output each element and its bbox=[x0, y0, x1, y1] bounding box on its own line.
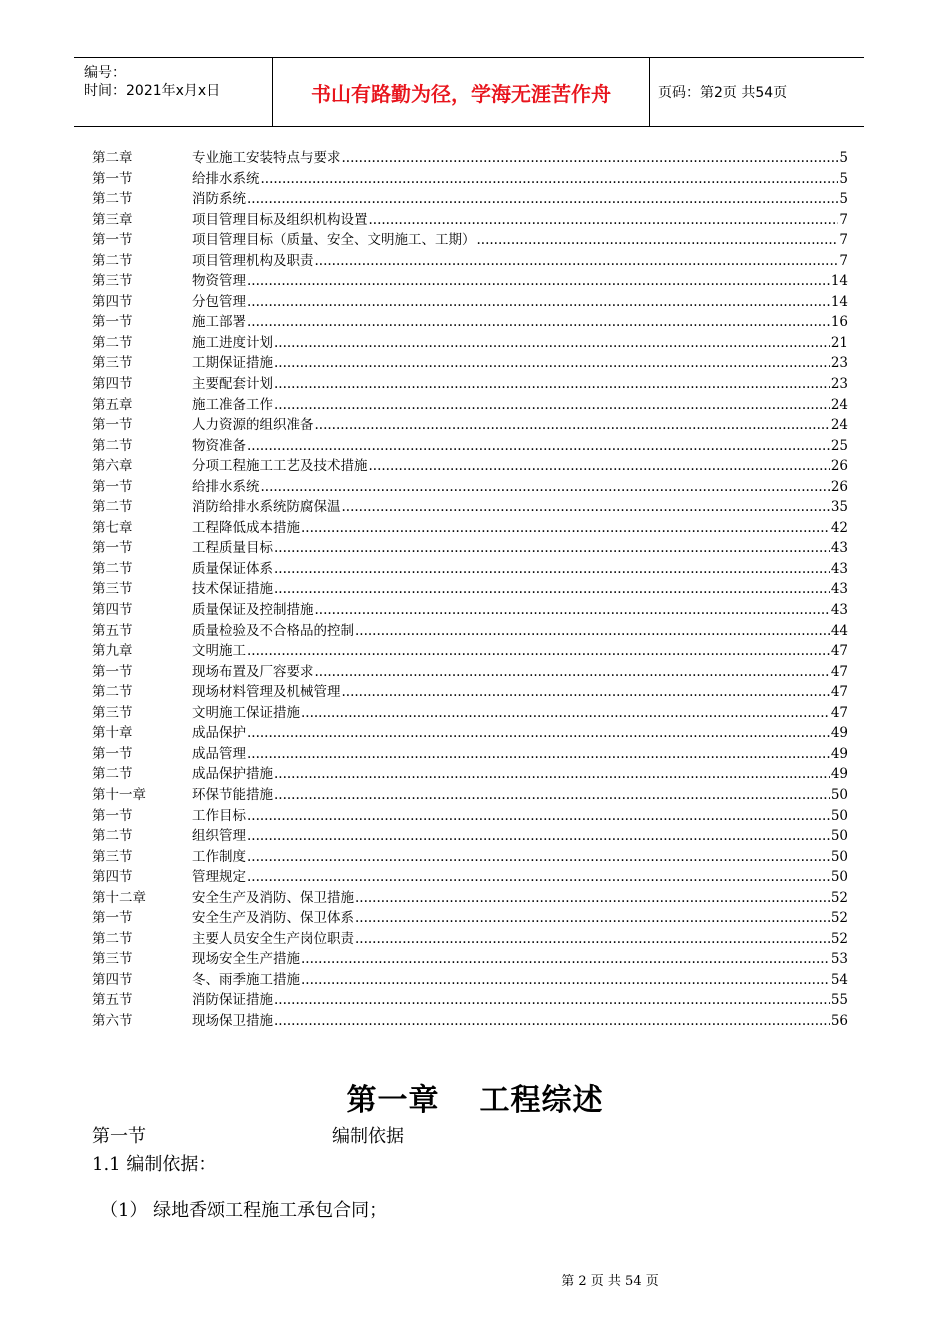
toc-leader-dots bbox=[301, 703, 830, 723]
toc-entry-title: 冬、雨季施工措施 bbox=[192, 971, 300, 988]
toc-leader-dots bbox=[261, 169, 839, 189]
toc-entry-page: 44 bbox=[830, 622, 848, 639]
toc-entry[interactable] bbox=[92, 271, 848, 292]
toc-entry[interactable] bbox=[92, 785, 848, 806]
toc-entry-title: 现场保卫措施 bbox=[192, 1012, 273, 1029]
toc-entry[interactable] bbox=[92, 333, 848, 354]
toc-entry[interactable] bbox=[92, 148, 848, 169]
toc-entry-number: 第十章 bbox=[92, 725, 133, 742]
toc-entry-page: 54 bbox=[830, 971, 848, 988]
page-header bbox=[74, 57, 864, 127]
toc-entry-title: 环保节能措施 bbox=[192, 786, 273, 803]
toc-entry-title: 人力资源的组织准备 bbox=[192, 417, 314, 434]
toc-entry[interactable] bbox=[92, 210, 848, 231]
toc-entry-page: 50 bbox=[830, 848, 848, 865]
toc-entry[interactable] bbox=[92, 970, 848, 991]
toc-entry-number: 第二节 bbox=[92, 930, 133, 947]
toc-entry-title: 成品保护措施 bbox=[192, 766, 273, 783]
toc-entry-number: 第四节 bbox=[92, 869, 133, 886]
toc-leader-dots bbox=[315, 251, 839, 271]
toc-entry-title: 工作目标 bbox=[192, 807, 246, 824]
toc-entry-page: 26 bbox=[830, 478, 848, 495]
toc-leader-dots bbox=[355, 621, 830, 641]
toc-entry-title: 消防系统 bbox=[192, 191, 246, 208]
toc-leader-dots bbox=[247, 312, 830, 332]
toc-entry-number: 第二节 bbox=[92, 499, 133, 516]
toc-entry[interactable] bbox=[92, 579, 848, 600]
toc-leader-dots bbox=[247, 867, 830, 887]
toc-entry-title: 主要人员安全生产岗位职责 bbox=[192, 930, 354, 947]
header-motto: 书山有路勤为径，学海无涯苦作舟 bbox=[272, 58, 650, 126]
toc-leader-dots bbox=[247, 189, 838, 209]
toc-entry[interactable] bbox=[92, 641, 848, 662]
toc-entry-page: 47 bbox=[830, 643, 848, 660]
toc-entry-page: 43 bbox=[830, 560, 848, 577]
toc-entry[interactable] bbox=[92, 867, 848, 888]
toc-entry-page: 42 bbox=[830, 519, 848, 536]
toc-entry-number: 第五章 bbox=[92, 396, 133, 413]
toc-entry-title: 消防给排水系统防腐保温 bbox=[192, 499, 341, 516]
toc-entry-page: 43 bbox=[830, 602, 848, 619]
toc-entry[interactable] bbox=[92, 744, 848, 765]
toc-entry-title: 技术保证措施 bbox=[192, 581, 273, 598]
document-time: 时间：2021年x月x日 bbox=[84, 83, 221, 99]
toc-entry-page: 5 bbox=[839, 150, 848, 166]
toc-leader-dots bbox=[274, 579, 830, 599]
toc-entry-number: 第四节 bbox=[92, 971, 133, 988]
toc-leader-dots bbox=[274, 990, 830, 1010]
toc-leader-dots bbox=[342, 682, 830, 702]
chapter-title bbox=[0, 1075, 950, 1119]
chapter-name: 工程综述 bbox=[479, 1083, 604, 1118]
toc-entry[interactable] bbox=[92, 538, 848, 559]
toc-leader-dots bbox=[315, 600, 830, 620]
toc-entry-title: 质量保证及控制措施 bbox=[192, 602, 314, 619]
toc-entry-page: 24 bbox=[830, 417, 848, 434]
toc-entry[interactable] bbox=[92, 929, 848, 950]
toc-entry-title: 给排水系统 bbox=[192, 478, 260, 495]
toc-entry[interactable] bbox=[92, 662, 848, 683]
list-item: （1） 绿地香颂工程施工承包合同； bbox=[100, 1200, 388, 1221]
toc-entry[interactable] bbox=[92, 703, 848, 724]
toc-leader-dots bbox=[247, 744, 830, 764]
toc-entry-title: 文明施工 bbox=[192, 643, 246, 660]
toc-entry-title: 工期保证措施 bbox=[192, 355, 273, 372]
toc-entry[interactable] bbox=[92, 682, 848, 703]
toc-leader-dots bbox=[477, 230, 839, 250]
toc-entry-page: 50 bbox=[830, 786, 848, 803]
toc-entry-number: 第一节 bbox=[92, 417, 133, 434]
toc-entry-title: 物资准备 bbox=[192, 437, 246, 454]
toc-entry-page: 14 bbox=[830, 293, 848, 310]
toc-entry[interactable] bbox=[92, 723, 848, 744]
toc-leader-dots bbox=[355, 908, 830, 928]
toc-entry-page: 50 bbox=[830, 828, 848, 845]
toc-entry[interactable] bbox=[92, 456, 848, 477]
toc-leader-dots bbox=[315, 662, 830, 682]
toc-entry-number: 第二节 bbox=[92, 252, 133, 269]
toc-entry-title: 管理规定 bbox=[192, 869, 246, 886]
toc-entry-title: 成品管理 bbox=[192, 745, 246, 762]
toc-entry[interactable] bbox=[92, 353, 848, 374]
toc-entry-number: 第一节 bbox=[92, 232, 133, 249]
toc-entry-title: 工程质量目标 bbox=[192, 540, 273, 557]
toc-entry-title: 安全生产及消防、保卫体系 bbox=[192, 910, 354, 927]
toc-entry[interactable] bbox=[92, 395, 848, 416]
toc-entry[interactable] bbox=[92, 764, 848, 785]
toc-entry-number: 第十一章 bbox=[92, 786, 146, 803]
toc-entry-page: 52 bbox=[830, 930, 848, 947]
toc-entry-page: 49 bbox=[830, 766, 848, 783]
toc-entry-number: 第三章 bbox=[92, 211, 133, 228]
toc-entry-title: 质量检验及不合格品的控制 bbox=[192, 622, 354, 639]
toc-leader-dots bbox=[247, 806, 830, 826]
table-of-contents bbox=[92, 148, 848, 1032]
toc-entry-title: 分项工程施工工艺及技术措施 bbox=[192, 458, 368, 475]
toc-entry-number: 第一节 bbox=[92, 807, 133, 824]
toc-entry-number: 第二节 bbox=[92, 191, 133, 208]
toc-entry[interactable] bbox=[92, 949, 848, 970]
toc-entry[interactable] bbox=[92, 374, 848, 395]
toc-entry-page: 14 bbox=[830, 273, 848, 290]
toc-entry-page: 26 bbox=[830, 458, 848, 475]
toc-entry-page: 50 bbox=[830, 869, 848, 886]
toc-entry-page: 7 bbox=[839, 232, 848, 249]
toc-entry-number: 第三节 bbox=[92, 848, 133, 865]
toc-entry-title: 给排水系统 bbox=[192, 170, 260, 187]
toc-leader-dots bbox=[274, 1011, 830, 1031]
toc-entry[interactable] bbox=[92, 600, 848, 621]
toc-entry-title: 工程降低成本措施 bbox=[192, 519, 300, 536]
toc-entry-number: 第三节 bbox=[92, 704, 133, 721]
toc-entry-number: 第一节 bbox=[92, 745, 133, 762]
toc-entry-number: 第四节 bbox=[92, 602, 133, 619]
toc-entry-number: 第二章 bbox=[92, 150, 133, 166]
toc-entry-page: 55 bbox=[830, 992, 848, 1009]
toc-leader-dots bbox=[247, 641, 830, 661]
toc-entry-page: 52 bbox=[830, 889, 848, 906]
toc-entry[interactable] bbox=[92, 559, 848, 580]
toc-entry-page: 53 bbox=[830, 951, 848, 968]
toc-entry-page: 21 bbox=[830, 334, 848, 351]
toc-leader-dots bbox=[247, 847, 830, 867]
toc-entry-title: 物资管理 bbox=[192, 273, 246, 290]
toc-entry-title: 质量保证体系 bbox=[192, 560, 273, 577]
toc-entry-page: 7 bbox=[839, 211, 848, 228]
toc-entry[interactable] bbox=[92, 292, 848, 313]
toc-leader-dots bbox=[355, 929, 830, 949]
toc-entry[interactable] bbox=[92, 826, 848, 847]
toc-entry[interactable] bbox=[92, 806, 848, 827]
toc-leader-dots bbox=[301, 949, 830, 969]
toc-leader-dots bbox=[274, 538, 830, 558]
toc-leader-dots bbox=[247, 723, 830, 743]
toc-entry-page: 49 bbox=[830, 725, 848, 742]
toc-entry-number: 第九章 bbox=[92, 643, 133, 660]
toc-entry-page: 43 bbox=[830, 581, 848, 598]
toc-entry-title: 组织管理 bbox=[192, 828, 246, 845]
toc-leader-dots bbox=[301, 518, 830, 538]
toc-entry[interactable] bbox=[92, 169, 848, 190]
toc-entry-title: 施工部署 bbox=[192, 314, 246, 331]
toc-entry[interactable] bbox=[92, 908, 848, 929]
toc-entry-number: 第一节 bbox=[92, 170, 133, 187]
toc-entry-number: 第一节 bbox=[92, 478, 133, 495]
toc-entry-page: 56 bbox=[830, 1012, 848, 1029]
toc-entry-title: 现场材料管理及机械管理 bbox=[192, 684, 341, 701]
toc-entry-number: 第二节 bbox=[92, 334, 133, 351]
toc-entry-title: 施工准备工作 bbox=[192, 396, 273, 413]
document-number-label: 编号： bbox=[84, 65, 126, 81]
toc-entry[interactable] bbox=[92, 251, 848, 272]
toc-entry-title: 分包管理 bbox=[192, 293, 246, 310]
toc-leader-dots bbox=[274, 333, 830, 353]
toc-leader-dots bbox=[247, 826, 830, 846]
toc-entry-title: 主要配套计划 bbox=[192, 376, 273, 393]
section-name: 编制依据 bbox=[332, 1126, 404, 1147]
toc-entry[interactable] bbox=[92, 477, 848, 498]
toc-entry-number: 第六节 bbox=[92, 1012, 133, 1029]
toc-leader-dots bbox=[274, 559, 830, 579]
header-meta bbox=[84, 64, 220, 100]
toc-entry[interactable] bbox=[92, 230, 848, 251]
toc-entry-number: 第一节 bbox=[92, 910, 133, 927]
toc-entry[interactable] bbox=[92, 497, 848, 518]
toc-leader-dots bbox=[274, 785, 830, 805]
toc-entry-number: 第四节 bbox=[92, 376, 133, 393]
page-footer: 第 2 页 共 54 页 bbox=[561, 1274, 659, 1289]
toc-leader-dots bbox=[261, 477, 830, 497]
toc-entry-title: 项目管理机构及职责 bbox=[192, 252, 314, 269]
toc-entry-number: 第五节 bbox=[92, 622, 133, 639]
section-heading bbox=[92, 1122, 404, 1148]
toc-leader-dots bbox=[274, 374, 830, 394]
toc-entry-page: 50 bbox=[830, 807, 848, 824]
toc-entry[interactable] bbox=[92, 518, 848, 539]
toc-entry[interactable] bbox=[92, 888, 848, 909]
toc-entry-page: 24 bbox=[830, 396, 848, 413]
toc-entry-page: 47 bbox=[830, 704, 848, 721]
toc-leader-dots bbox=[369, 456, 830, 476]
toc-entry[interactable] bbox=[92, 415, 848, 436]
toc-entry-number: 第二节 bbox=[92, 766, 133, 783]
toc-entry-number: 第三节 bbox=[92, 273, 133, 290]
sub-heading: 1.1 编制依据： bbox=[92, 1154, 217, 1175]
toc-entry-number: 第二节 bbox=[92, 437, 133, 454]
toc-entry-page: 7 bbox=[839, 252, 848, 269]
toc-entry-number: 第七章 bbox=[92, 519, 133, 536]
toc-entry-title: 消防保证措施 bbox=[192, 992, 273, 1009]
toc-entry-title: 现场布置及厂容要求 bbox=[192, 663, 314, 680]
toc-leader-dots bbox=[274, 353, 830, 373]
toc-entry-title: 成品保护 bbox=[192, 725, 246, 742]
toc-entry-page: 43 bbox=[830, 540, 848, 557]
toc-entry-title: 项目管理目标（质量、安全、文明施工、工期） bbox=[192, 232, 476, 249]
toc-entry-title: 工作制度 bbox=[192, 848, 246, 865]
toc-entry-page: 5 bbox=[839, 170, 848, 187]
chapter-number: 第一章 bbox=[346, 1083, 440, 1118]
toc-entry[interactable] bbox=[92, 436, 848, 457]
toc-entry-title: 专业施工安装特点与要求 bbox=[192, 150, 341, 166]
toc-leader-dots bbox=[355, 888, 830, 908]
toc-leader-dots bbox=[247, 436, 830, 456]
toc-entry-number: 第十二章 bbox=[92, 889, 146, 906]
toc-entry-page: 47 bbox=[830, 663, 848, 680]
toc-leader-dots bbox=[247, 292, 830, 312]
toc-entry-title: 施工进度计划 bbox=[192, 334, 273, 351]
toc-leader-dots bbox=[315, 415, 830, 435]
toc-leader-dots bbox=[274, 395, 830, 415]
toc-entry-page: 23 bbox=[830, 376, 848, 393]
toc-leader-dots bbox=[301, 970, 830, 990]
toc-entry-page: 5 bbox=[839, 191, 848, 208]
toc-entry-page: 52 bbox=[830, 910, 848, 927]
toc-leader-dots bbox=[342, 497, 830, 517]
toc-entry[interactable] bbox=[92, 1011, 848, 1032]
toc-entry[interactable] bbox=[92, 621, 848, 642]
toc-entry-title: 安全生产及消防、保卫措施 bbox=[192, 889, 354, 906]
toc-entry-page: 47 bbox=[830, 684, 848, 701]
toc-entry-title: 项目管理目标及组织机构设置 bbox=[192, 211, 368, 228]
section-number: 第一节 bbox=[92, 1126, 146, 1147]
header-page-info: 页码：第2页 共54页 bbox=[658, 85, 788, 101]
toc-entry-number: 第二节 bbox=[92, 828, 133, 845]
toc-leader-dots bbox=[274, 764, 830, 784]
toc-entry-number: 第三节 bbox=[92, 581, 133, 598]
toc-entry[interactable] bbox=[92, 847, 848, 868]
toc-leader-dots bbox=[247, 271, 830, 291]
toc-entry-page: 25 bbox=[830, 437, 848, 454]
toc-entry[interactable] bbox=[92, 189, 848, 210]
toc-entry-number: 第四节 bbox=[92, 293, 133, 310]
toc-entry-title: 现场安全生产措施 bbox=[192, 951, 300, 968]
toc-entry-number: 第一节 bbox=[92, 314, 133, 331]
toc-entry-number: 第六章 bbox=[92, 458, 133, 475]
toc-leader-dots bbox=[342, 148, 839, 168]
toc-entry-number: 第五节 bbox=[92, 992, 133, 1009]
toc-entry-page: 16 bbox=[830, 314, 848, 331]
toc-leader-dots bbox=[369, 210, 839, 230]
toc-entry[interactable] bbox=[92, 312, 848, 333]
toc-entry[interactable] bbox=[92, 990, 848, 1011]
toc-entry-number: 第一节 bbox=[92, 663, 133, 680]
toc-entry-number: 第二节 bbox=[92, 684, 133, 701]
toc-entry-page: 23 bbox=[830, 355, 848, 372]
toc-entry-number: 第三节 bbox=[92, 355, 133, 372]
toc-entry-number: 第一节 bbox=[92, 540, 133, 557]
toc-entry-title: 文明施工保证措施 bbox=[192, 704, 300, 721]
toc-entry-number: 第二节 bbox=[92, 560, 133, 577]
toc-entry-page: 35 bbox=[830, 499, 848, 516]
toc-entry-page: 49 bbox=[830, 745, 848, 762]
toc-entry-number: 第三节 bbox=[92, 951, 133, 968]
